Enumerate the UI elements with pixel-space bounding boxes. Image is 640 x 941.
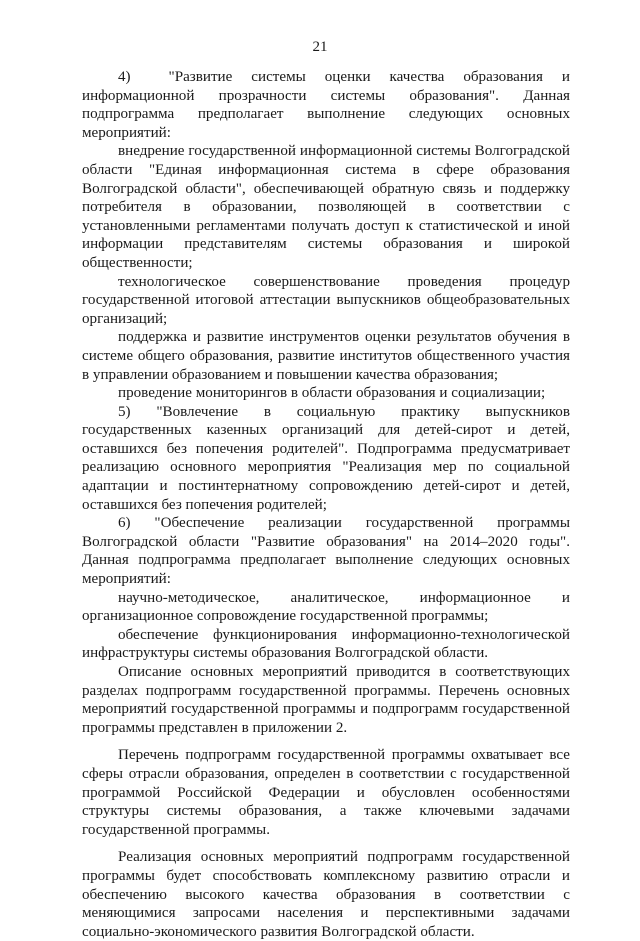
paragraph-assessment-tools: поддержка и развитие инструментов оценки результатов обучения в системе общего образования, развитие институтов общественного участия в управлении образованием и повышении качества образования; — [82, 329, 570, 383]
paragraph-subprogram-4: 4) "Развитие системы оценки качества образования и информационной прозрачности системы образования". Данная подпрограмма предполагает выполнение следующих основных мероприятий: — [82, 69, 570, 141]
paragraph-subprogram-5: 5) "Вовлечение в социальную практику выпускников государственных казенных организаций для детей-сирот и детей, оставшихся без попечения родителей". Подпрограмма предусматривает реализацию основного мероприятия "Реализация мер по социальной адаптации и постинтернатному сопровождению детей-сирот и детей, оставшихся без попечения родителей; — [82, 403, 570, 513]
document-body — [82, 68, 570, 941]
paragraph-attestation: технологическое совершенствование проведения процедур государственной итоговой аттестации выпускников общеобразовательных организаций; — [82, 273, 570, 327]
paragraph-implementation: Реализация основных мероприятий подпрограмм государственной программы будет способствовать комплексному развитию отрасли и обеспечению высокого качества образования в соответствии с меняющимися запросами населения и перспективными задачами социально-экономического развития Волгоградской области. — [82, 849, 570, 940]
page-number: 21 — [312, 39, 328, 55]
paragraph-coverage: Перечень подпрограмм государственной программы охватывает все сферы отрасли образования, определен в соответствии с государственной программой Российской Федерации и обусловлен особенностями структуры системы образования, а также ключевыми задачами государственной программы. — [82, 747, 570, 838]
paragraph-monitoring: проведение мониторингов в области образования и социализации; — [118, 385, 546, 402]
paragraph-subprogram-6: 6) "Обеспечение реализации государственной программы Волгоградской области "Развитие образования" на 2014–2020 годы". Данная подпрограмма предполагает выполнение следующих основных мероприятий: — [82, 515, 570, 588]
paragraph-methodical-support: научно-методическое, аналитическое, информационное и организационное сопровождение государственной программы; — [82, 589, 570, 625]
paragraph-it-infrastructure: обеспечение функционирования информационно-технологической инфраструктуры системы образования Волгоградской области. — [82, 626, 570, 662]
paragraph-information-system: внедрение государственной информационной системы Волгоградской области "Единая информационная система в сфере образования Волгоградской области", обеспечивающей обратную связь и поддержку потребителя в образовании, позволяющей в соответствии с установленными регламентами получать доступ к статистической и иной информации представителям системы образования и широкой общественности; — [82, 143, 570, 271]
paragraph-description: Описание основных мероприятий приводится в соответствующих разделах подпрограмм государственной программы. Перечень основных мероприятий государственной программы и подпрограмм государственной программы представлен в приложении 2. — [82, 664, 570, 736]
